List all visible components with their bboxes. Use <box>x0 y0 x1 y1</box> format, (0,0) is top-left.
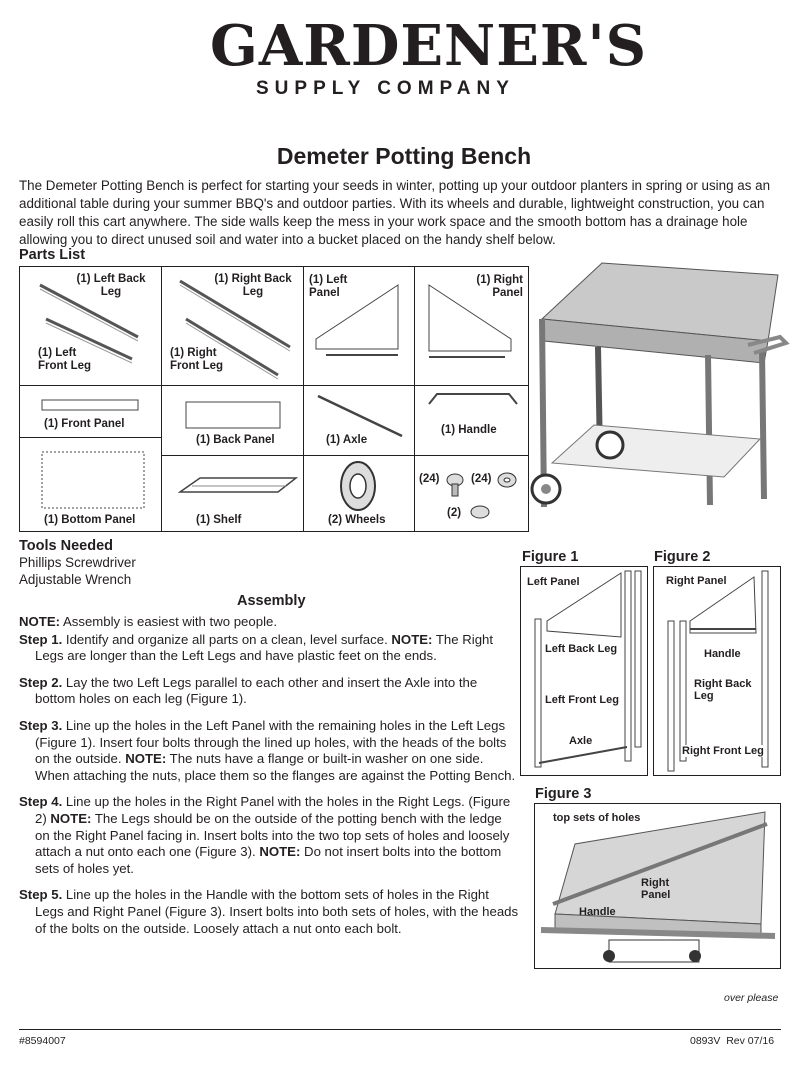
revision: 0893V Rev 07/16 <box>690 1035 775 1047</box>
part-label: (2) Wheels <box>328 514 386 526</box>
step-3: Step 3. Line up the holes in the Left Panel with the remaining holes in the Left Legs (Figure 1). Insert four bolts through the lined up holes, with the heads of the bolts on the outside. NOTE: The nuts have a flange or built-in washer on one side. When attaching the nuts, place them so the flanges are against the Potting Bench. <box>19 717 516 783</box>
parts-list-grid <box>19 266 529 532</box>
step-2: Step 2. Lay the two Left Legs parallel to each other and insert the Axle into the bottom holes on each leg (Figure 1). <box>19 674 478 707</box>
over-please-note: over please <box>724 992 779 1004</box>
assembly-note: NOTE: Assembly is easiest with two people. <box>19 614 277 629</box>
assembly-steps <box>19 614 519 947</box>
assembled-bench-illustration <box>528 255 790 515</box>
item-number: #8594007 <box>19 1035 66 1047</box>
part-cell-right-legs <box>162 267 304 386</box>
tools-heading: Tools Needed <box>19 538 113 554</box>
part-cell-front-panel <box>20 386 162 438</box>
part-cell-hardware <box>415 456 528 531</box>
figure-2-title: Figure 2 <box>654 549 711 565</box>
tool-item: Adjustable Wrench <box>19 572 132 587</box>
tool-item: Phillips Screwdriver <box>19 555 136 570</box>
page-title: Demeter Potting Bench <box>276 143 532 169</box>
nuts-qty: (24) <box>471 473 492 485</box>
part-cell-left-panel <box>304 267 415 386</box>
brand-logo: GARDENER'S <box>210 13 648 79</box>
step-5: Step 5. Line up the holes in the Handle with the bottom sets of holes in the Right Legs and Right Panel (Figure 3). Insert bolts into both sets of holes, with the heads of the bolts on the outside. Loosely attach a nut onto each bolt. <box>19 887 519 936</box>
part-cell-wheels <box>304 456 415 531</box>
brand-subtitle: SUPPLY COMPANY <box>256 78 515 99</box>
figure-3 <box>534 803 781 969</box>
intro-paragraph: The Demeter Potting Bench is perfect for starting your seeds in winter, potting up your outdoor planters in spring or using as an additional table during your summer BBQ's and outdoor parties. With its wheels and durable, lightweight construction, you can easily roll this cart anywhere. The side walls keep the mess in your work space and the smooth bottom has a drainage hole allowing you to direct unused soil and water into a bucket placed on the handy shelf below. <box>19 178 771 247</box>
figure-1 <box>520 566 648 776</box>
part-cell-handle <box>415 386 528 456</box>
handle-illustration <box>415 386 528 456</box>
fig2-handle-label: Handle <box>704 648 741 660</box>
fig1-left-back-leg-label: Left Back Leg <box>545 643 618 655</box>
fig1-left-panel-label: Left Panel <box>527 576 580 588</box>
fig2-right-back-leg-label: Right Back Leg <box>694 678 754 702</box>
part-label: (1) Axle <box>326 434 368 446</box>
part-cell-axle <box>304 386 415 456</box>
figure-3-title: Figure 3 <box>535 786 592 802</box>
part-cell-back-panel <box>162 386 304 456</box>
step-4: Step 4. Line up the holes in the Right Panel with the holes in the Right Legs. (Figure 2) NOTE: The Legs should be on the outside of the potting bench with the ledge on the Right Panel facing in. Insert bolts into the two top sets of holes and loosely attach a nut onto each one (Figure 3). NOTE: Do not insert bolts into the bottom sets of holes yet. <box>19 794 511 876</box>
part-label: (1) Handle <box>441 424 497 436</box>
part-cell-left-legs <box>20 267 162 386</box>
part-cell-bottom-panel <box>20 438 162 531</box>
part-label: (1) Bottom Panel <box>44 514 136 526</box>
assembly-heading: Assembly <box>237 593 306 609</box>
part-cell-shelf <box>162 456 304 531</box>
part-label: (1) Shelf <box>196 514 242 526</box>
fig1-left-front-leg-label: Left Front Leg <box>545 694 619 706</box>
fig3-right-panel-label: Right Panel <box>641 877 671 901</box>
part-cell-right-panel <box>415 267 528 386</box>
parts-list-heading: Parts List <box>19 247 86 263</box>
figure-2-illustration <box>654 567 780 775</box>
hardware-illustration <box>415 456 528 531</box>
part-label: (1) Right Back Leg <box>214 273 292 298</box>
fig1-axle-label: Axle <box>569 735 593 747</box>
bolts-qty: (24) <box>419 473 440 485</box>
part-label: (1) Back Panel <box>196 434 275 446</box>
part-label: (1) Right Panel <box>476 274 523 299</box>
part-label: (1) Left Front Leg <box>38 347 92 372</box>
fig3-handle-label: Handle <box>579 906 616 918</box>
fig2-right-panel-label: Right Panel <box>666 575 727 587</box>
caps-qty: (2) <box>447 507 462 519</box>
part-label: (1) Front Panel <box>44 418 125 430</box>
step-1: Step 1. Identify and organize all parts on a clean, level surface. NOTE: The Right Legs are longer than the Left Legs and have plastic feet on the ends. <box>19 631 494 664</box>
part-label: (1) Right Front Leg <box>170 347 224 372</box>
fig3-top-sets-label: top sets of holes <box>553 812 641 824</box>
part-label: (1) Left Back Leg <box>76 273 146 298</box>
footer-divider <box>19 1029 781 1030</box>
figure-2 <box>653 566 781 776</box>
figure-1-title: Figure 1 <box>522 549 579 565</box>
fig2-right-front-leg-label: Right Front Leg <box>682 745 764 757</box>
part-label: (1) Left Panel <box>309 274 348 299</box>
tools-section <box>19 538 136 588</box>
